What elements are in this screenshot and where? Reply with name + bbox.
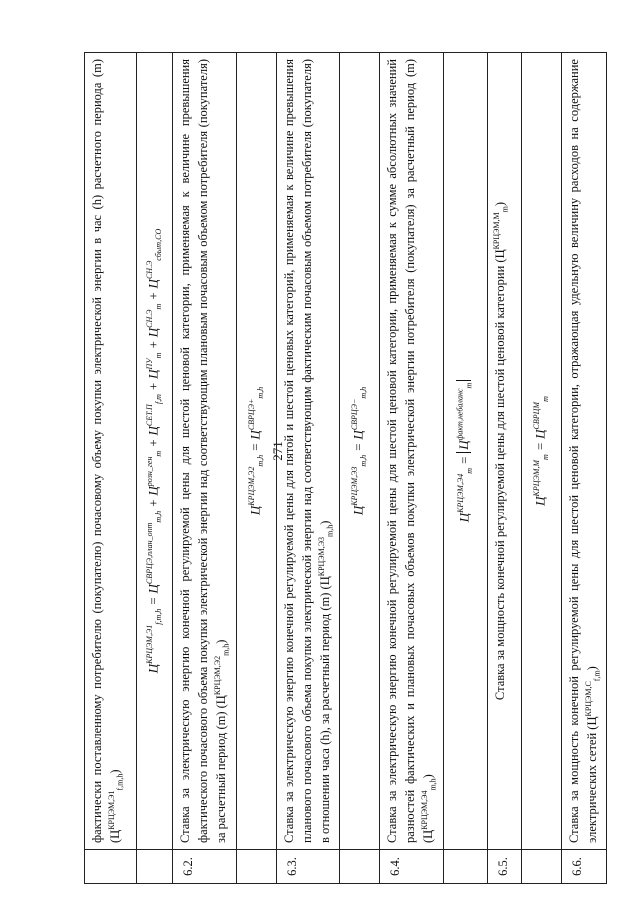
subscript: f,m <box>592 670 602 682</box>
table-row <box>85 53 137 884</box>
row-text-body: Ставка за электрическую энергию конечной регулируемой цены для пятой и шестой ценовых категорий, применяемая к величине превышения планового почасового объема покупки электрической энергии над соответствующим фактическим почасовым объемом потребителя (покупателя) в отношении часа (h), за расчетный период (m) (Ц <box>281 59 332 843</box>
row-text-body: фактически поставленному потребителю (покупателю) почасовому объему покупки электрической энергии в час (h) расчетного периода (m) (Ц <box>90 59 123 843</box>
subscript: m,h <box>221 643 231 656</box>
formula-e2: $Ц^{КРЦЭМ,Э2}_{m,h} = Ц^{СВРЦЭ+}_{m,h}$ <box>236 53 276 850</box>
row-text-tail: ) <box>317 520 332 525</box>
row-number: 6.3. <box>276 850 340 884</box>
table-row <box>487 53 521 884</box>
row-number: 6.6. <box>561 850 606 884</box>
row-text-tail: ) <box>492 201 507 207</box>
subscript: m <box>500 206 510 213</box>
table-row <box>561 53 606 884</box>
row-text <box>380 53 444 850</box>
subscript: m,h <box>428 778 438 791</box>
row-text-tail: ) <box>214 639 229 644</box>
formula-m: $Ц^{КРЦЭМ,М}_m = Ц^{СВРЦМ}_m$ <box>521 53 561 850</box>
formula-e4: $Ц^{КРЦЭМ,Э4}_m = Ц^{факт,небаланс}_m$ <box>443 53 487 850</box>
row-text <box>561 53 606 850</box>
superscript: КРЦЭМ,Э1 <box>107 790 117 830</box>
row-text-body: Ставка за мощность конечной регулируемой цены для шестой ценовой категории, отражающая удельную величину расходов на содержание электрических сетей (Ц <box>566 59 599 843</box>
row-text <box>487 53 521 850</box>
table-row <box>236 53 276 884</box>
formula-e3: $Ц^{КРЦЭМ,Э3}_{m,h} = Ц^{СВРЦЭ-}_{m,h}$ <box>340 53 380 850</box>
row-number: 6.2. <box>173 850 237 884</box>
row-number: 6.5. <box>487 850 521 884</box>
table-row <box>137 53 173 884</box>
superscript: КРЦЭМ,Э3 <box>316 537 326 577</box>
row-text-tail: ) <box>584 666 599 671</box>
row-number <box>85 850 137 884</box>
table-row <box>380 53 444 884</box>
superscript: КРЦЭМ,М <box>491 212 501 250</box>
tariff-table <box>84 52 607 884</box>
row-text-tail: ) <box>421 774 436 779</box>
table-row <box>443 53 487 884</box>
subscript: f,m,h <box>115 773 125 791</box>
formula-e1: $Ц^{КРЦЭМ,Э1}_{f,m,h} = Ц^{СВРЦЭ,план\_опт}_{m,h} + Ц^{розн\_ген}_m + Ц^{СЕТ.П}_{f,m} + Ц^{ПУ}_m + Ц^{СН.Э}_m + Ц^{СН.Э}_{сбыт,СО}$ <box>137 53 173 850</box>
superscript: КРЦЭМ,С <box>583 681 593 717</box>
superscript: КРЦЭМ,Э4 <box>420 790 430 830</box>
superscript: КРЦЭМ,Э2 <box>213 655 223 696</box>
row-text-body: Ставка за электрическую энергию конечной регулируемой цены для шестой ценовой категории, применяемая к величине превышения фактического почасового объема покупки электрической энергии над соответствующим плановым почасовым объемом потребителя (покупателя) за расчетный период (m) (Ц <box>178 59 229 843</box>
table-row <box>340 53 380 884</box>
row-text-tail: ) <box>108 769 123 774</box>
row-text-body: Ставка за электрическую энергию конечной регулируемой цены для шестой ценовой категории, применяемая к сумме абсолютных значений разностей фактических и плановых почасовых объемов покупки электрической энергии потребителя (покупателя) за расчетный период (m) (Ц <box>385 59 436 843</box>
row-number: 6.4. <box>380 850 444 884</box>
row-text <box>173 53 237 850</box>
rotated-page-content <box>84 52 602 884</box>
page-number: 271 <box>270 441 285 461</box>
table-row <box>521 53 561 884</box>
table-row <box>173 53 237 884</box>
table-row <box>276 53 340 884</box>
row-text <box>85 53 137 850</box>
subscript: m,h <box>325 524 335 537</box>
row-text <box>276 53 340 850</box>
row-text-body: Ставка за мощность конечной регулируемой цены для шестой ценовой категории (Ц <box>492 249 507 701</box>
